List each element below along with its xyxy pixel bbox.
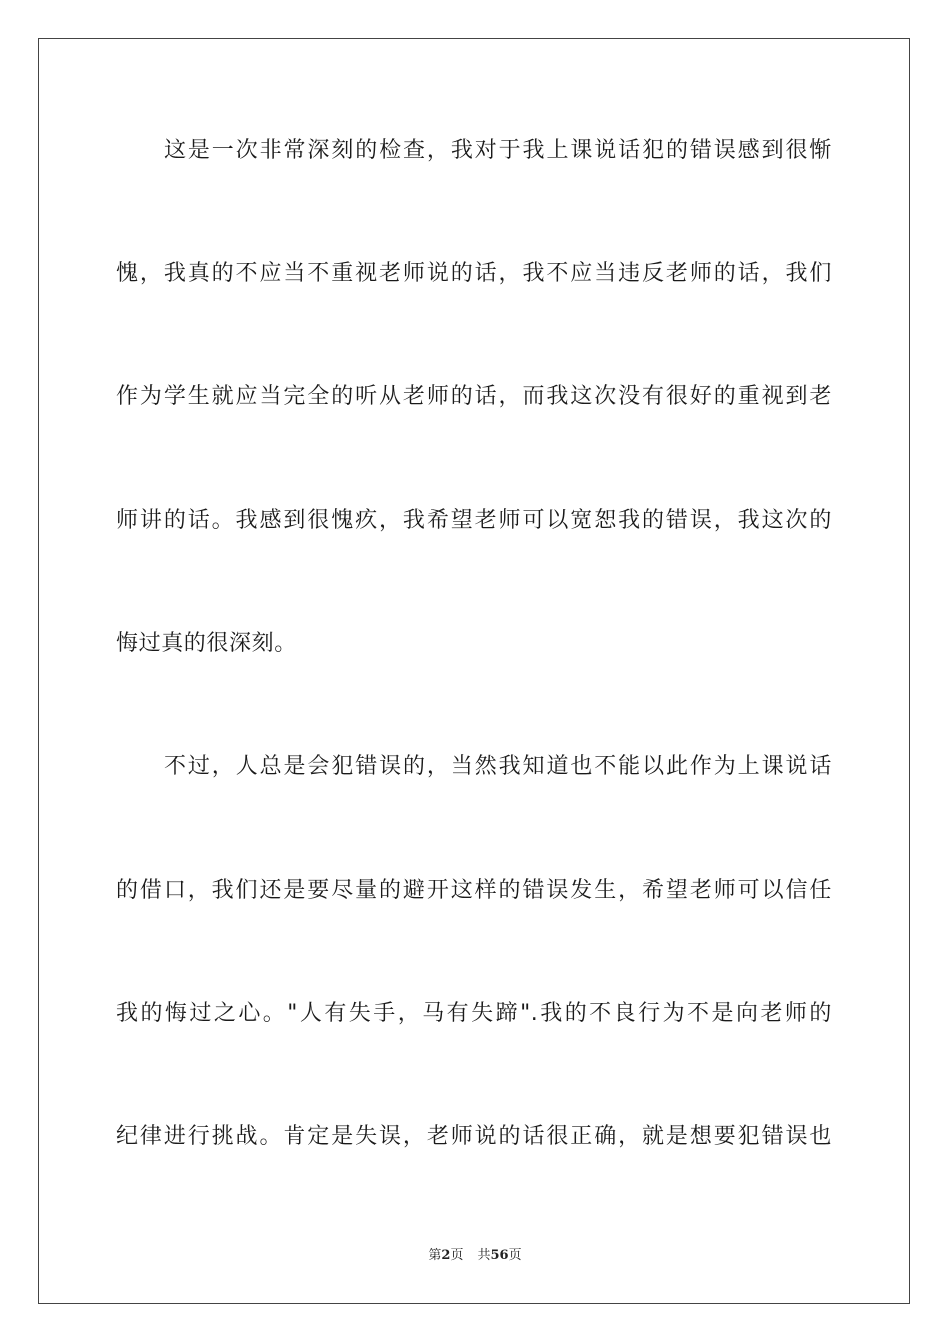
paragraph-1-line-2: 愧，我真的不应当不重视老师说的话，我不应当违反老师的话，我们	[116, 261, 832, 286]
page-border	[38, 38, 910, 1304]
total-suffix: 页	[508, 1248, 522, 1263]
paragraph-2-line-2: 的借口，我们还是要尽量的避开这样的错误发生，希望老师可以信任	[116, 878, 832, 903]
paragraph-2-line-4: 纪律进行挑战。肯定是失误，老师说的话很正确，就是想要犯错误也	[116, 1124, 832, 1149]
paragraph-1-line-5: 悔过真的很深刻。	[116, 631, 297, 656]
page-prefix: 第	[428, 1248, 442, 1263]
paragraph-1-line-4: 师讲的话。我感到很愧疚，我希望老师可以宽恕我的错误，我这次的	[116, 508, 832, 533]
total-prefix: 共	[477, 1248, 491, 1263]
paragraph-1-line-3: 作为学生就应当完全的听从老师的话，而我这次没有很好的重视到老	[116, 384, 832, 409]
page-footer	[0, 1247, 950, 1265]
paragraph-2-line-3: 我的悔过之心。"人有失手，马有失蹄".我的不良行为不是向老师的	[116, 1001, 832, 1026]
page-number: 2	[441, 1248, 451, 1263]
paragraph-2-line-1: 不过，人总是会犯错误的，当然我知道也不能以此作为上课说话	[164, 754, 832, 779]
total-pages: 56	[490, 1248, 509, 1263]
paragraph-1-line-1: 这是一次非常深刻的检查，我对于我上课说话犯的错误感到很惭	[164, 138, 832, 163]
page-suffix: 页	[450, 1248, 464, 1263]
